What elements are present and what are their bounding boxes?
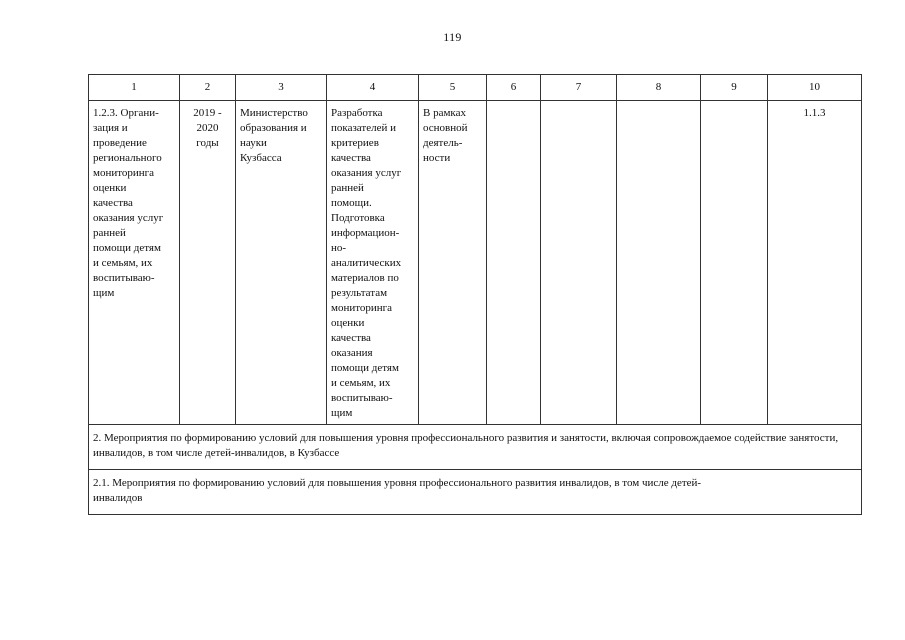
header-row [89,75,862,101]
header-cell-6: 6 [487,75,541,101]
section-heading-2: 2. Мероприятия по формированию условий для повышения уровня профессионального развития и занятости, включая сопровождаемое содействие занятости, инвалидов, в том числе детей-инвалидов, в Кузбассе [89,425,862,470]
header-cell-4: 4 [327,75,419,101]
empty-cell-6 [487,101,541,425]
empty-cell-8 [617,101,701,425]
section-heading-2-1: 2.1. Мероприятия по формированию условий для повышения уровня профессионального развития инвалидов, в том числе детей- инвалидов [89,470,862,515]
header-cell-5: 5 [419,75,487,101]
measures-table [88,74,862,515]
header-cell-8: 8 [617,75,701,101]
period-cell: 2019 - 2020 годы [180,101,236,425]
empty-cell-9 [701,101,768,425]
table-row [89,101,862,425]
page-number: 119 [443,30,462,44]
header-cell-7: 7 [541,75,617,101]
header-cell-3: 3 [236,75,327,101]
indicator-ref-cell: 1.1.3 [768,101,862,425]
funding-cell: В рамках основной деятель- ности [419,101,487,425]
description-cell: Разработка показателей и критериев качества оказания услуг ранней помощи. Подготовка информацион- но- аналитических материалов по результатам мониторинга оценки качества оказания помощи детям и семьям, их воспитываю- щим [327,101,419,425]
executor-cell: Министерство образования и науки Кузбасса [236,101,327,425]
section-row-2-1 [89,470,862,515]
header-cell-9: 9 [701,75,768,101]
section-row-2 [89,425,862,470]
header-cell-2: 2 [180,75,236,101]
header-cell-10: 10 [768,75,862,101]
empty-cell-7 [541,101,617,425]
measure-name-cell: 1.2.3. Органи- зация и проведение регионального мониторинга оценки качества оказания услуг ранней помощи детям и семьям, их воспитываю- щим [89,101,180,425]
header-cell-1: 1 [89,75,180,101]
